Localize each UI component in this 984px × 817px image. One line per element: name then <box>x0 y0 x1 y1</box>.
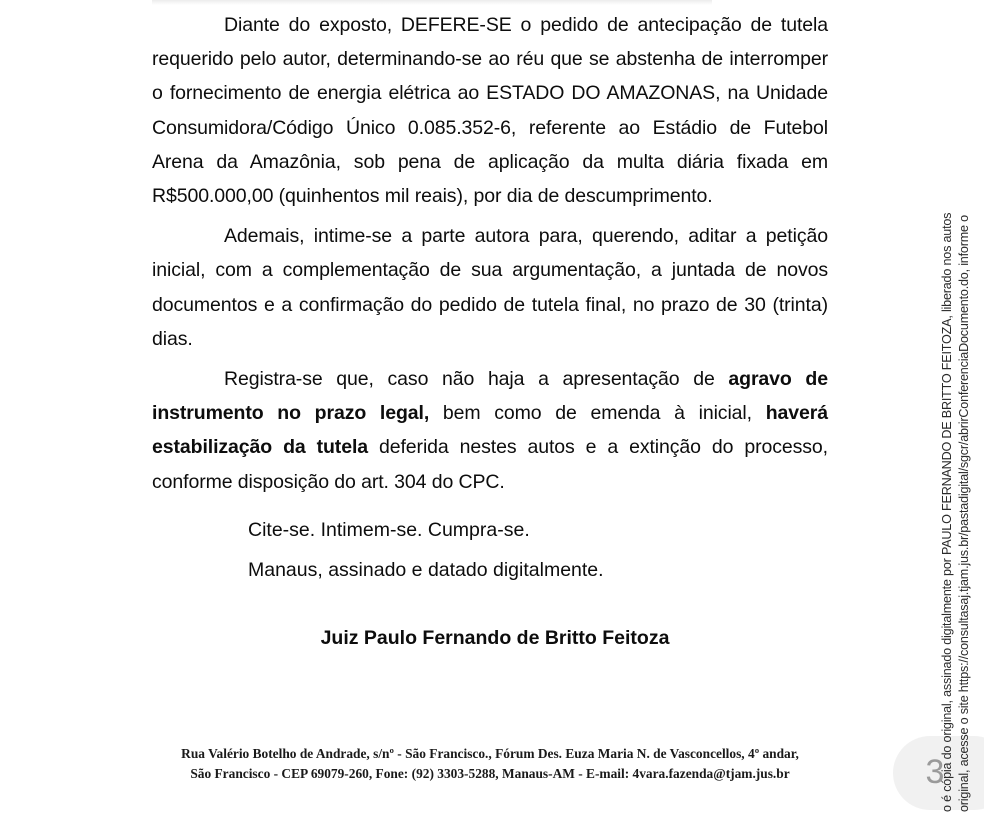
statement-text: Cite-se. Intimem-se. Cumpra-se. <box>248 518 530 541</box>
spacer <box>152 499 828 513</box>
footer-line-2: São Francisco - CEP 69079-260, Fone: (92) 3303-5288, Manaus-AM - E-mail: 4vara.fazenda@tjam.jus.br <box>190 766 790 781</box>
paragraph-text-run: Registra-se que, caso não haja a apresentação de <box>224 368 729 391</box>
paragraph-text-run: bem como de emenda à inicial, <box>429 402 766 425</box>
stamp-line-url: original, acesse o site https://consultasaj.tjam.jus.br/pastadigital/sgcr/abrirConferenciaDocumento.do, informe o <box>957 215 971 812</box>
page-number-badge <box>893 736 984 810</box>
judge-signature: Juiz Paulo Fernando de Britto Feitoza <box>320 627 670 650</box>
statement-text: Manaus, assinado e datado digitalmente. <box>248 559 604 582</box>
statement-manaus <box>152 553 828 587</box>
paragraph-text: Diante do exposto, DEFERE-SE o pedido de antecipação de tutela requerido pelo autor, determinando-se ao réu que se abstenha de interromper o fornecimento de energia elétrica ao ESTADO DO AMAZONAS, na Unidade Consumidora/Código Único 0.085.352-6, referente ao Estádio de Futebol Arena da Amazônia, sob pena de aplicação da multa diária fixada em R$500.000,00 (quinhentos mil reais), por dia de descumprimento. <box>152 14 828 208</box>
paragraph-stabilization <box>152 362 828 499</box>
paragraph-text-run: deferida nestes autos e a extinção do processo, conforme disposição do art. 304 do CPC. <box>152 436 828 493</box>
paragraph-text: Ademais, intime-se a parte autora para, querendo, aditar a petição inicial, com a complementação de sua argumentação, a juntada de novos documentos e a confirmação do pedido de tutela final, no prazo de 30 (trinta) dias. <box>152 225 828 350</box>
statement-cite-se <box>152 513 828 547</box>
stamp-line-signer: o é cópia do original, assinado digitalmente por PAULO FERNANDO DE BRITTO FEITOZA, liberado nos autos <box>940 212 954 812</box>
document-text-column <box>152 8 828 650</box>
paragraph-decision <box>152 8 828 213</box>
paragraph-bold-run-havera: haverá estabilização da tutela <box>152 402 828 459</box>
footer-line-1: Rua Valério Botelho de Andrade, s/nº - São Francisco., Fórum Des. Euza Maria N. de Vasconcellos, 4º andar, <box>181 746 799 761</box>
footer-address-block <box>152 744 828 784</box>
cut-off-line-remnant <box>152 0 712 5</box>
paragraph-amendment <box>152 219 828 356</box>
paragraph-bold-run-agravo: agravo de instrumento no prazo legal, <box>152 368 828 425</box>
page-number-label: 3 <box>925 753 945 791</box>
